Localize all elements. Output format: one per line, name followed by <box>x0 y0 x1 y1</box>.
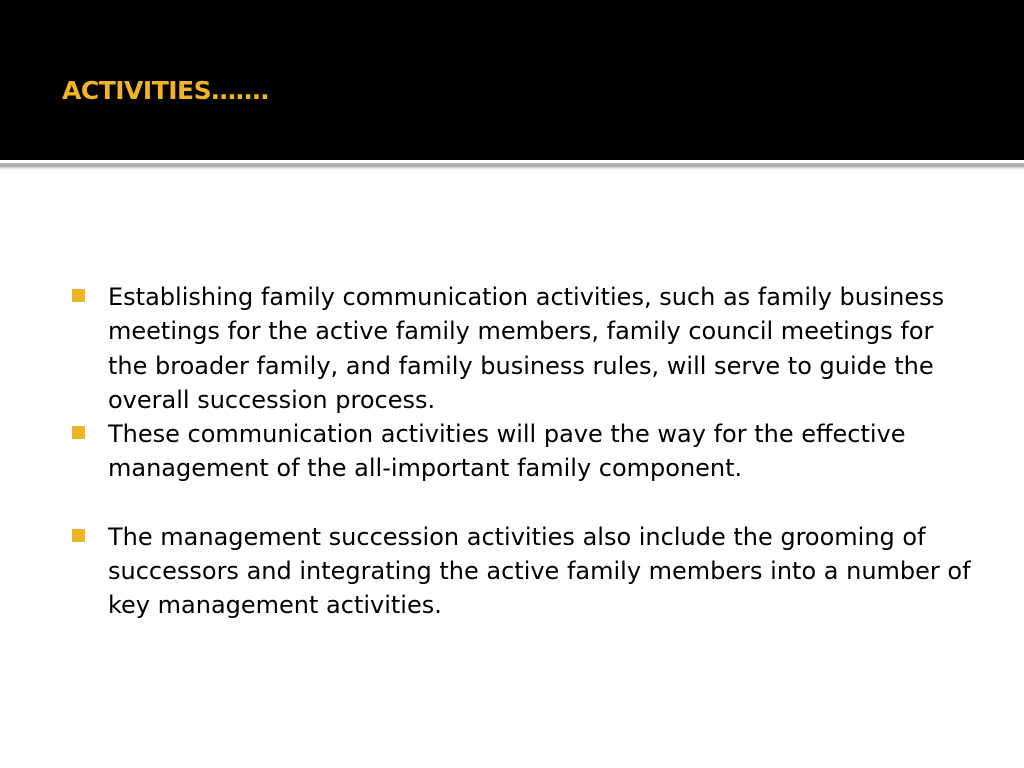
bullet-item <box>72 417 972 486</box>
bullet-text: Establishing family communication activities, such as family business meetings for the active family members, family council meetings for the broader family, and family business rules, will serve to guide the overall succession process. <box>108 283 945 414</box>
title-divider <box>0 160 1024 170</box>
title-band <box>0 0 1024 160</box>
bullet-text: These communication activities will pave the way for the effective management of the all-important family component. <box>108 420 906 483</box>
square-bullet-icon <box>72 426 85 439</box>
bullet-item <box>72 280 972 417</box>
bullet-list <box>72 280 972 623</box>
bullet-text: The management succession activities also include the grooming of successors and integrating the active family members into a number of key management activities. <box>108 522 971 620</box>
slide-title: ACTIVITIES……. <box>62 76 270 105</box>
square-bullet-icon <box>72 289 85 302</box>
square-bullet-icon <box>72 529 85 542</box>
bullet-item <box>72 520 972 623</box>
